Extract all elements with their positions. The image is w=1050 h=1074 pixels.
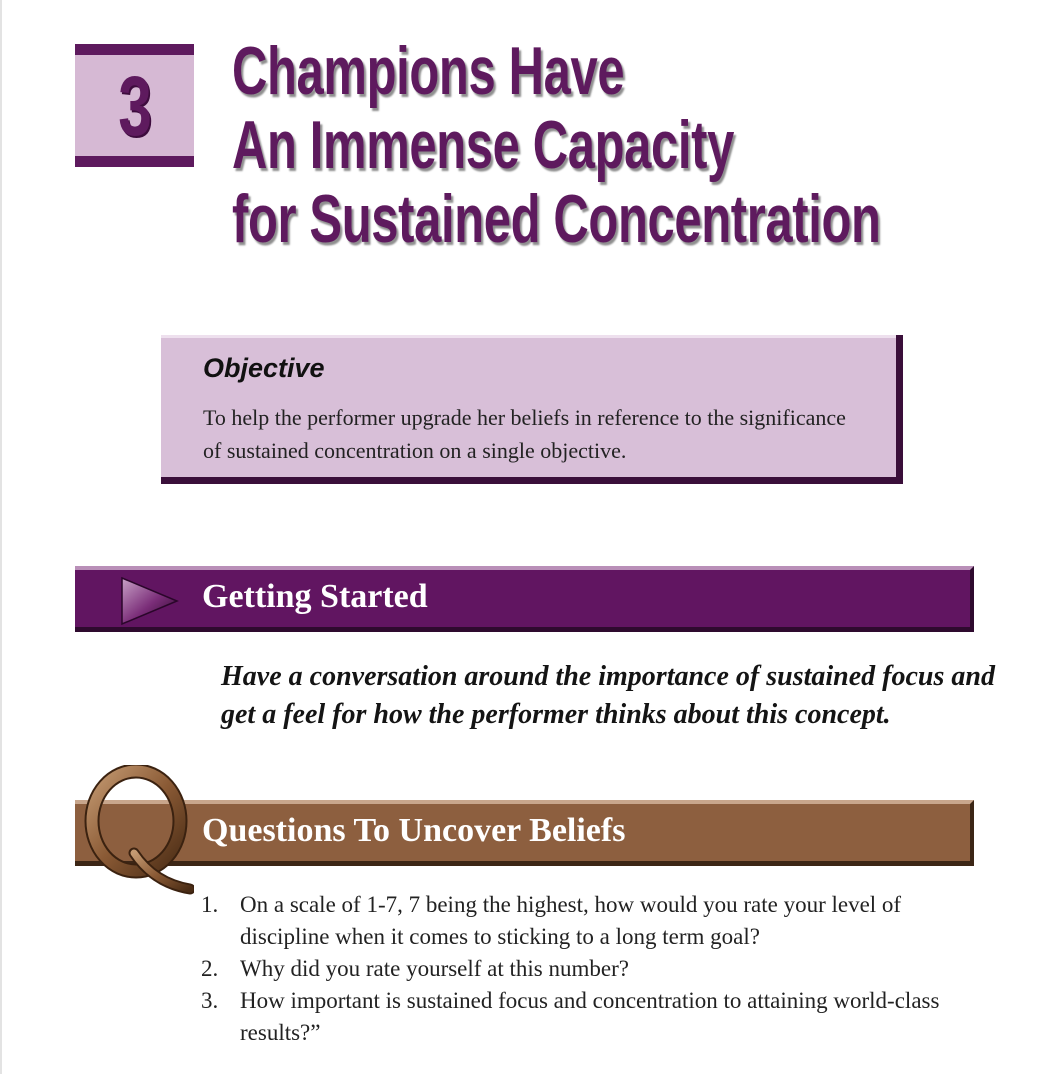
- getting-started-banner: [75, 566, 974, 632]
- getting-started-text: Have a conversation around the importance of sustained focus and get a feel for how the performer thinks about this concept.: [221, 661, 995, 730]
- list-item-text: Why did you rate yourself at this number?: [240, 956, 629, 981]
- chapter-title: [232, 34, 1012, 256]
- list-item-text: On a scale of 1-7, 7 being the highest, how would you rate your level of discipline when it comes to sticking to a long term goal?: [240, 892, 902, 949]
- chapter-number-panel: [75, 55, 194, 156]
- chapter-title-line: for Sustained Concentration: [232, 181, 881, 257]
- play-triangle-icon: [119, 576, 179, 626]
- objective-text: To help the performer upgrade her beliefs in reference to the significance of sustained concentration on a single objective.: [203, 405, 846, 463]
- page-edge-rule: [0, 0, 2, 1074]
- chapter-title-line: Champions Have: [232, 33, 625, 109]
- list-item-text: How important is sustained focus and concentration to attaining world-class results?”: [240, 988, 940, 1045]
- q-letter-icon: [82, 765, 194, 895]
- chapter-bar-top: [75, 44, 194, 55]
- list-item-number: 1.: [201, 892, 219, 917]
- list-item: [201, 889, 991, 953]
- chapter-number: 3: [118, 58, 151, 153]
- objective-heading: Objective: [203, 353, 325, 383]
- getting-started-label: Getting Started: [202, 578, 428, 615]
- list-item: [201, 953, 991, 985]
- questions-list: [201, 889, 991, 1049]
- questions-label: Questions To Uncover Beliefs: [202, 812, 626, 849]
- list-item-number: 3.: [201, 988, 219, 1013]
- chapter-number-box: [75, 44, 194, 167]
- chapter-bar-bottom: [75, 156, 194, 167]
- list-item-number: 2.: [201, 956, 219, 981]
- list-item: [201, 985, 991, 1049]
- chapter-title-line: An Immense Capacity: [232, 107, 734, 183]
- questions-banner: [75, 800, 974, 866]
- objective-box: [161, 335, 903, 484]
